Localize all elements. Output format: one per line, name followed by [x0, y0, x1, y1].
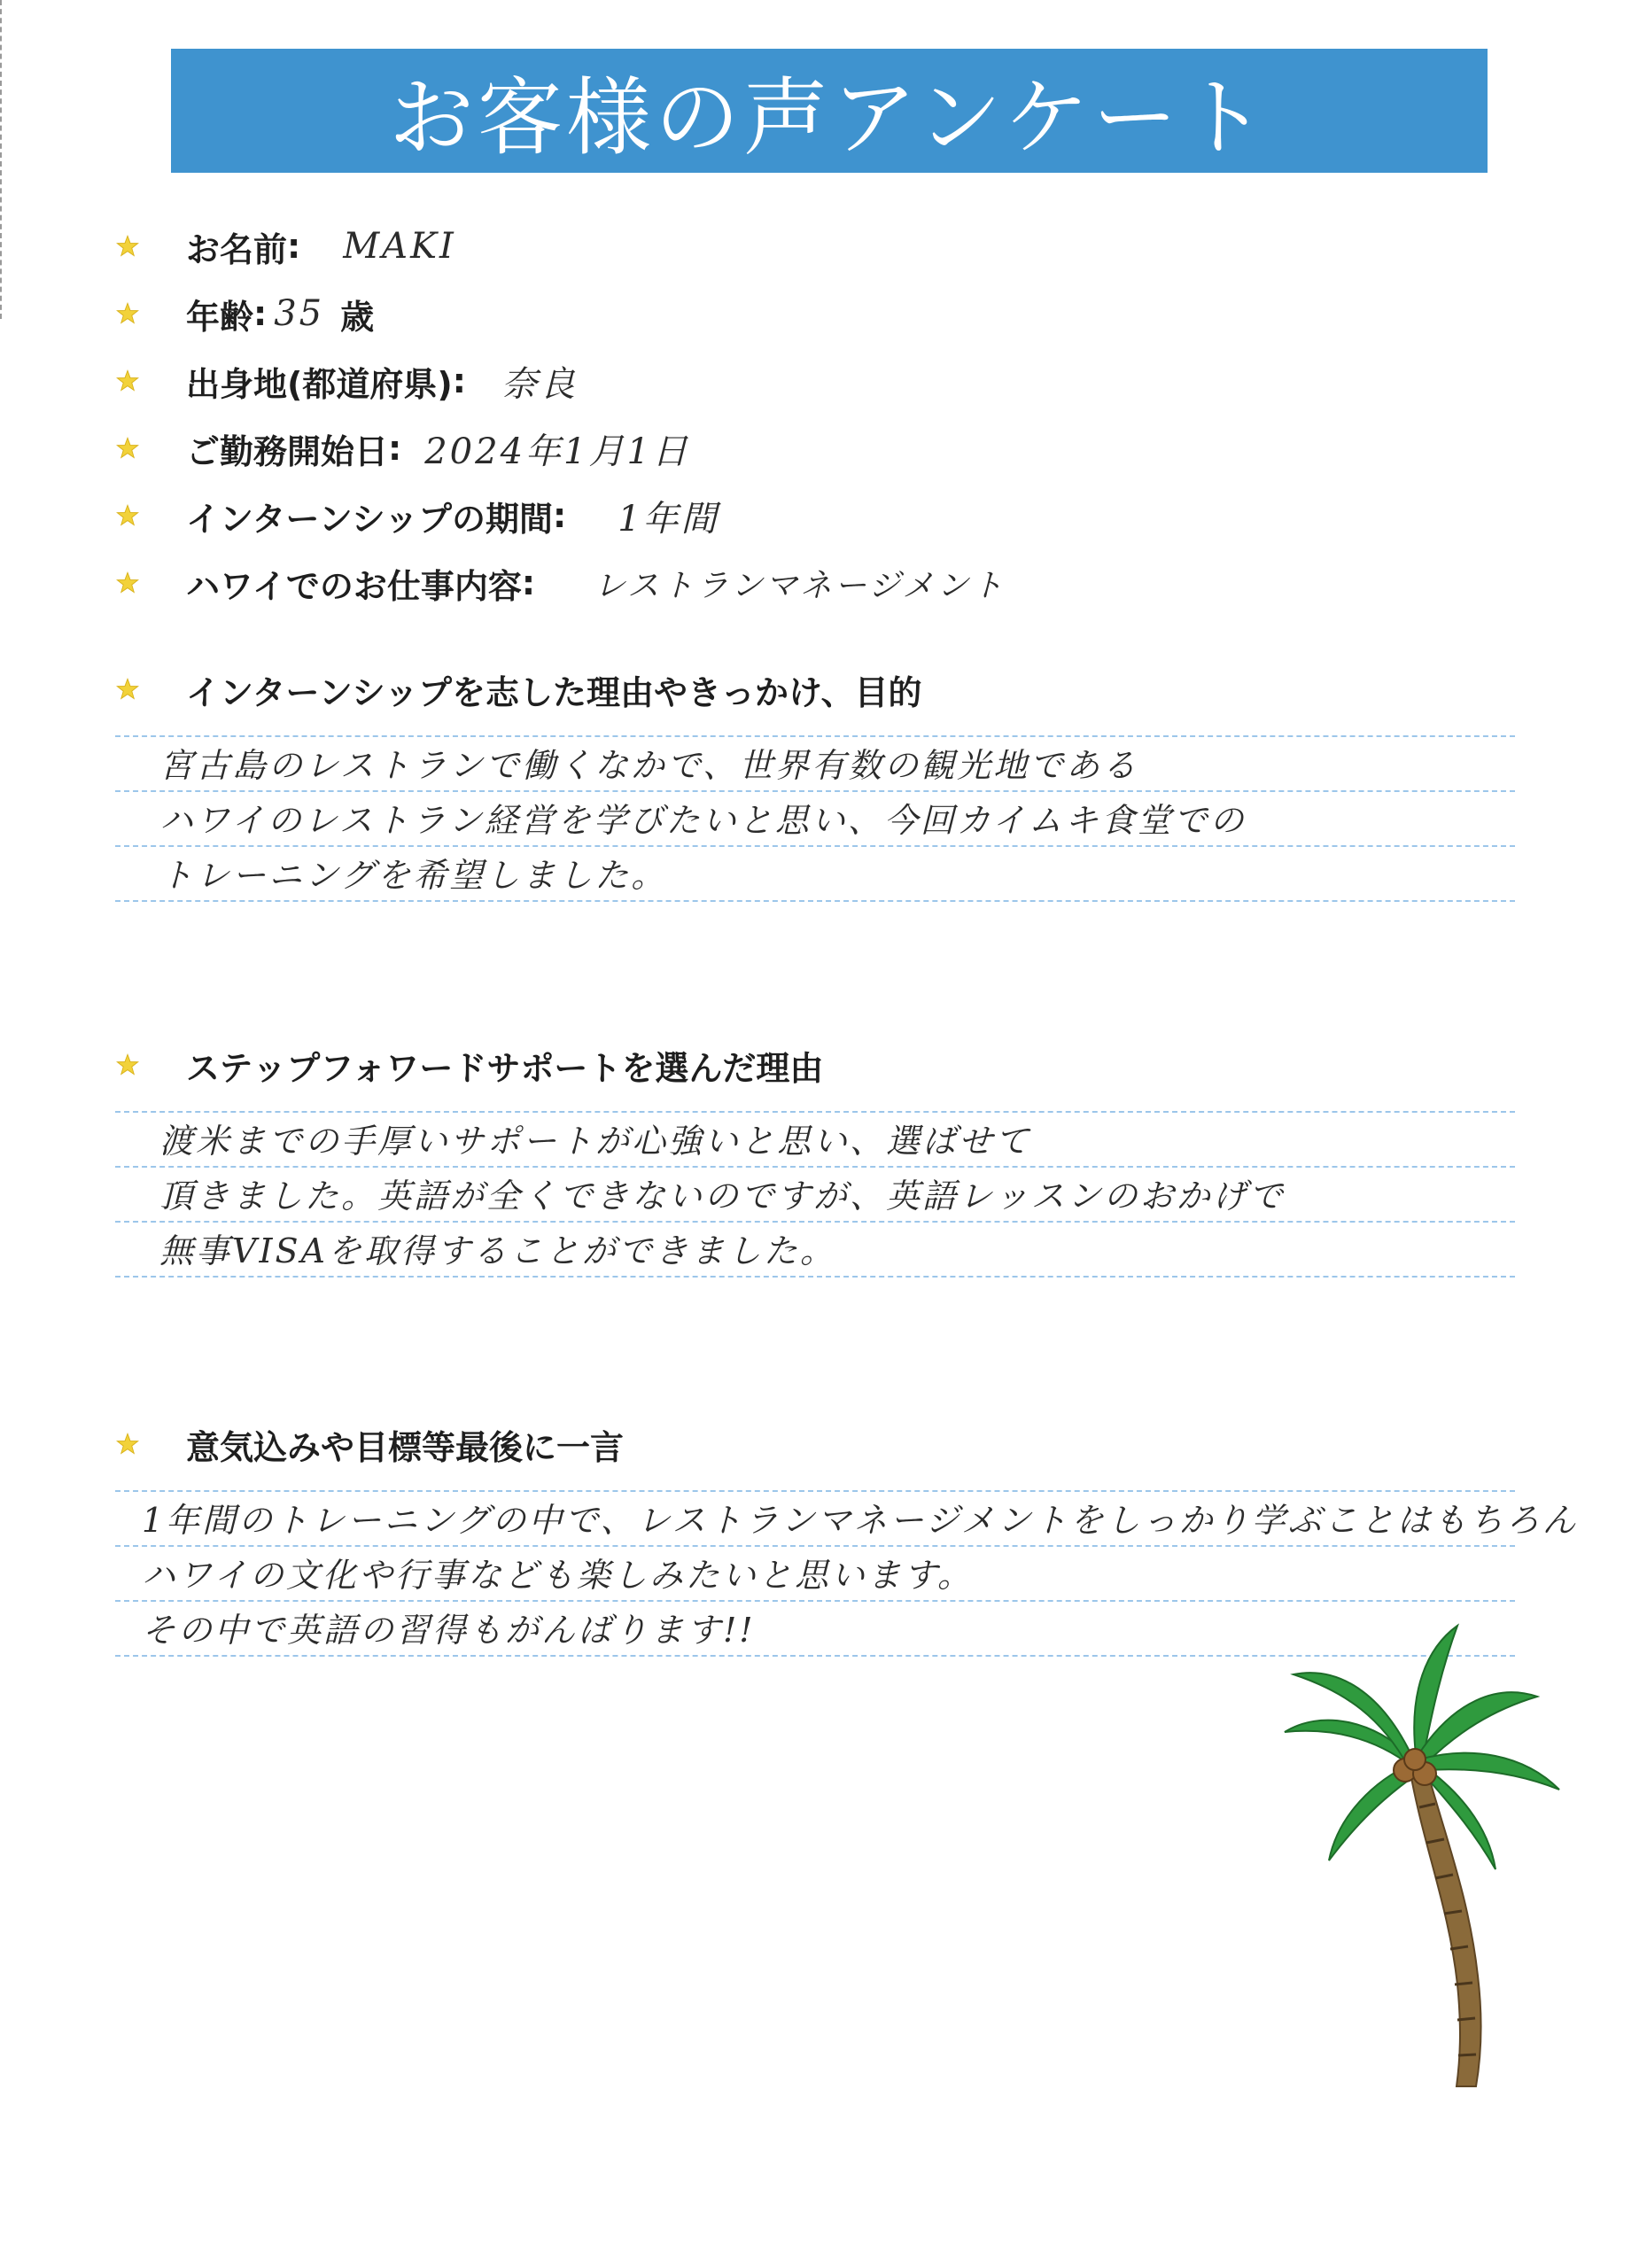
colon: : — [287, 227, 301, 266]
colon: : — [253, 294, 268, 333]
star-icon — [115, 369, 140, 393]
answer-line — [115, 1111, 1515, 1168]
colon: : — [452, 361, 466, 400]
star-icon — [115, 234, 140, 259]
name-label: お名前 — [186, 229, 288, 269]
start-date-label: ご勤務開始日 — [186, 431, 389, 471]
period-value: 1年間 — [618, 498, 719, 540]
page-title: お客様の声アンケート — [388, 67, 1270, 167]
answer-text: トレーニングを希望しました。 — [159, 856, 668, 895]
age-unit: 歳 — [340, 297, 375, 337]
profile-row-start-date — [115, 415, 1444, 482]
profile-row-job — [115, 549, 1444, 617]
answer-line — [115, 1490, 1579, 1547]
page-edge-marks — [0, 0, 4, 319]
answer-lines — [115, 735, 1515, 902]
profile-row-name — [115, 213, 1444, 280]
colon: : — [553, 496, 567, 535]
profile-row-origin — [115, 347, 1444, 415]
star-icon — [115, 503, 140, 528]
age-label: 年齢 — [186, 297, 254, 337]
job-value: レストランマネージメント — [594, 567, 1006, 604]
answer-text: 1年間のトレーニングの中で、レストランマネージメントをしっかり学ぶことはもちろん — [142, 1501, 1579, 1540]
answer-line — [115, 1168, 1515, 1223]
answer-text: 渡米までの手厚いサポートが心強いと思い、選ばせて — [159, 1122, 1032, 1161]
answer-line — [115, 847, 1515, 902]
profile-row-age — [115, 280, 1444, 347]
origin-value: 奈良 — [501, 363, 578, 405]
title-banner — [171, 49, 1488, 173]
profile-row-period — [115, 482, 1444, 549]
star-icon — [115, 436, 140, 461]
answer-text: 宮古島のレストランで働くなかで、世界有数の観光地である — [159, 746, 1139, 785]
answer-line — [115, 735, 1515, 792]
star-icon — [115, 677, 140, 702]
age-value: 35 — [274, 293, 325, 334]
star-icon — [115, 1432, 140, 1456]
star-icon — [115, 1052, 140, 1077]
section-title: インターンシップを志した理由やきっかけ、目的 — [186, 672, 922, 712]
colon: : — [388, 429, 402, 468]
section-heading — [115, 1038, 1515, 1091]
answer-lines — [115, 1111, 1515, 1278]
palm-tree-icon — [1267, 1612, 1568, 2091]
answer-text: ハワイのレストラン経営を学びたいと思い、今回カイムキ食堂での — [159, 801, 1247, 840]
star-icon — [115, 571, 140, 595]
star-icon — [115, 301, 140, 326]
section-title: ステップフォワードサポートを選んだ理由 — [186, 1048, 824, 1088]
section-heading — [115, 663, 1515, 716]
origin-label: 出身地(都道府県) — [186, 364, 453, 404]
answer-text: ハワイの文化や行事なども楽しみたいと思います。 — [142, 1556, 974, 1595]
start-date-value: 2024年1月1日 — [424, 431, 690, 472]
answer-line — [115, 1547, 1515, 1602]
answer-text: 無事VISAを取得することができました。 — [159, 1231, 836, 1270]
colon: : — [521, 563, 536, 602]
section-support-reason — [115, 1038, 1515, 1278]
name-value: MAKI — [343, 226, 456, 267]
section-internship-reason — [115, 663, 1515, 902]
answer-line — [115, 792, 1515, 847]
section-title: 意気込みや目標等最後に一言 — [186, 1427, 625, 1467]
period-label: インターンシップの期間 — [186, 499, 554, 539]
answer-line — [115, 1223, 1515, 1278]
profile-list — [115, 213, 1444, 617]
answer-text: 頂きました。英語が全くできないのですが、英語レッスンのおかげで — [159, 1177, 1286, 1216]
job-label: ハワイでのお仕事内容 — [186, 566, 522, 606]
section-heading — [115, 1418, 1515, 1471]
answer-text: その中で英語の習得もがんばります!! — [142, 1611, 756, 1650]
